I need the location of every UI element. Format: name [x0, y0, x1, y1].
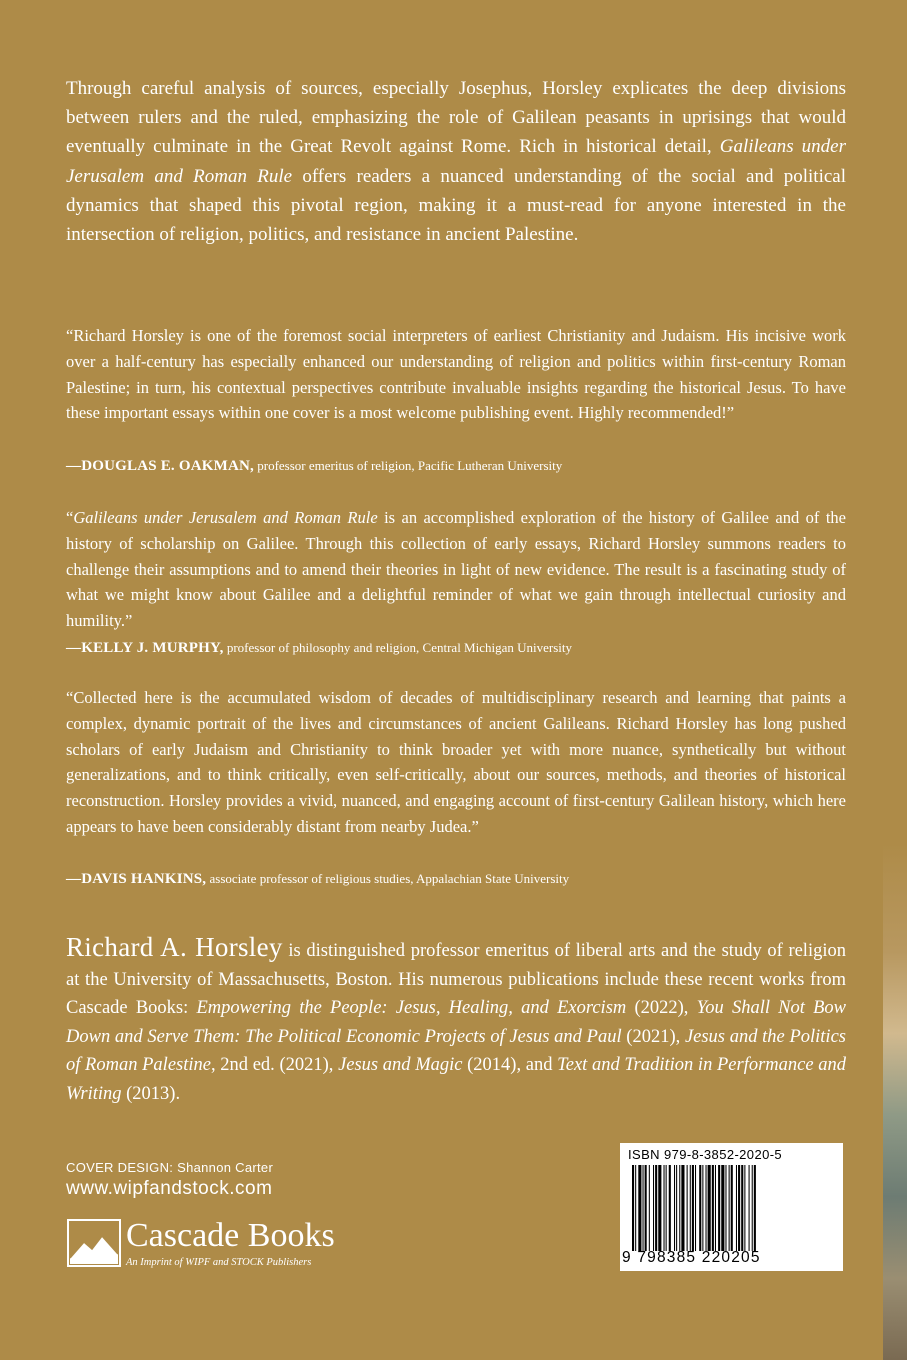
- endorser-role: professor emeritus of religion, Pacific Lutheran University: [253, 458, 563, 473]
- barcode-bar: [754, 1165, 756, 1251]
- barcode-bar: [632, 1165, 634, 1251]
- barcode-bar: [664, 1165, 665, 1251]
- endorser-role: associate professor of religious studies, Appalachian State University: [206, 871, 570, 886]
- barcode-bar: [674, 1165, 675, 1251]
- barcode-bar: [645, 1165, 647, 1251]
- endorsement-text: is an accomplished exploration of the history of Galilee and of the history of scholarship on Galilee. Through this collection of early essays, Richard Horsley summons readers to challenge their assumptions and to amend their theories in light of new evidence. The result is a fascinating study of what we might know about Galilee and a delightful reminder of what we gain through intellectual curiosity and humility.”: [66, 508, 846, 631]
- bio-book-title: Jesus and the Politics of Roman Palestine: [66, 1026, 846, 1076]
- blurb-text-2: offers readers a nuanced understanding of the social and political dynamics that shaped this pivotal region, making it a must-read for anyone interested in the intersection of religion, politics, and resistance in ancient Palestine.: [66, 165, 846, 246]
- bio-text: (2014), and: [462, 1055, 558, 1076]
- bio-text: is distinguished professor emeritus of liberal arts and the study of religion at the University of Massachusetts, Boston. His numerous publications include these recent works from Cascade Books:: [66, 941, 846, 1019]
- barcode-bar: [655, 1165, 657, 1251]
- barcode-bar: [736, 1165, 737, 1251]
- barcode-bar: [731, 1165, 733, 1251]
- endorser-name: —DAVIS HANKINS,: [66, 871, 207, 887]
- barcode-bar: [643, 1165, 644, 1251]
- barcode-bar: [649, 1165, 650, 1251]
- endorser-name: —KELLY J. MURPHY,: [66, 640, 224, 656]
- bio-book-title: Text and Tradition in Performance and Writing: [66, 1055, 846, 1104]
- open-quote: “: [66, 508, 74, 527]
- author-bio: [66, 933, 846, 1109]
- barcode-digits: 9 798385 220205: [622, 1249, 761, 1266]
- bio-text: (2013).: [121, 1083, 181, 1104]
- description-blurb: [66, 74, 846, 249]
- publisher-website[interactable]: www.wipfandstock.com: [66, 1178, 273, 1199]
- endorsement-hankins: [66, 685, 846, 840]
- barcode-bar: [738, 1165, 740, 1251]
- endorsement-text: “Collected here is the accumulated wisdom of decades of multidisciplinary research and learning that paints a complex, dynamic portrait of the lives and circumstances of ancient Galileans. Richard Horsley has long pushed scholars of early Judaism and Christianity to think broader yet with more nuance, synthetically but without generalizations, and to think critically, even self-critically, about our sources, methods, and theories of historical reconstruction. Horsley provides a vivid, nuanced, and engaging account of first-century Galilean history, which here appears to have been considerably distant from nearby Judea.”: [66, 688, 846, 836]
- barcode-bar: [706, 1165, 707, 1251]
- barcode-bar: [741, 1165, 743, 1251]
- bio-text: (2022),: [626, 998, 697, 1019]
- endorsement-attribution-murphy: [66, 640, 572, 657]
- bio-text: , 2nd ed. (2021),: [210, 1055, 339, 1076]
- barcode-bar: [692, 1165, 694, 1251]
- author-name: Richard A. Horsley: [66, 932, 283, 962]
- barcode-bar: [687, 1165, 688, 1251]
- barcode-bar: [702, 1165, 703, 1251]
- cover-design-credit: COVER DESIGN: Shannon Carter: [66, 1160, 274, 1175]
- endorsement-text: “Richard Horsley is one of the foremost social interpreters of earliest Christianity and Judaism. His incisive work over a half-century has especially enhanced our understanding of religion and politics within first-century Roman Palestine; in turn, his contextual perspectives contribute invaluable insights regarding the historical Jesus. To have these important essays within one cover is a most welcome publishing event. Highly recommended!”: [66, 326, 846, 423]
- blurb-text-1: Through careful analysis of sources, especially Josephus, Horsley explicates the deep divisions between rulers and the ruled, emphasizing the role of Galilean peasants in uprisings that would eventually culminate in the Great Revolt against Rome. Rich in historical detail,: [66, 78, 846, 158]
- barcode-bar: [708, 1165, 711, 1251]
- cover-photo-edge: [883, 0, 907, 1360]
- barcode-bar: [718, 1165, 720, 1251]
- barcode-bar: [721, 1165, 724, 1251]
- bio-text: (2021),: [621, 1026, 685, 1047]
- publisher-tagline: An Imprint of WIPF and STOCK Publishers: [126, 1257, 312, 1268]
- endorsement-book-title: Galileans under Jerusalem and Roman Rule: [73, 508, 378, 527]
- barcode-bar: [744, 1165, 745, 1251]
- barcode-bar: [712, 1165, 714, 1251]
- endorsement-attribution-hankins: [66, 871, 569, 888]
- endorser-name: —DOUGLAS E. OAKMAN,: [66, 458, 254, 474]
- barcode-bar: [690, 1165, 691, 1251]
- barcode-bar: [695, 1165, 696, 1251]
- barcode-bar: [679, 1165, 680, 1251]
- barcode-bar: [681, 1165, 684, 1251]
- endorser-role: professor of philosophy and religion, Central Michigan University: [223, 640, 573, 655]
- bio-book-title: Jesus and Magic: [338, 1055, 463, 1076]
- barcode-bar: [749, 1165, 750, 1251]
- barcode-bar: [669, 1165, 671, 1251]
- barcode-bar: [715, 1165, 716, 1251]
- barcode-bar: [666, 1165, 667, 1251]
- endorsement-murphy: [66, 505, 846, 634]
- barcode-bar: [658, 1165, 661, 1251]
- endorsement-oakman: [66, 323, 846, 426]
- endorsement-attribution-oakman: [66, 458, 562, 475]
- isbn-label: ISBN 979-8-3852-2020-5: [628, 1147, 783, 1162]
- cascade-mountain-logo-icon: [66, 1218, 122, 1268]
- barcode-bar: [653, 1165, 654, 1251]
- publisher-name: Cascade Books: [126, 1217, 335, 1254]
- barcode-bar: [725, 1165, 726, 1251]
- bio-book-title: You Shall Not Bow Down and Serve Them: The Political Economic Projects of Jesus and Paul: [66, 998, 847, 1047]
- barcode-bar: [752, 1165, 753, 1251]
- barcode-bar: [635, 1165, 636, 1251]
- barcode-bar: [729, 1165, 730, 1251]
- isbn-barcode: [620, 1143, 843, 1271]
- barcode-bar: [676, 1165, 677, 1251]
- barcode-bars: [632, 1165, 835, 1251]
- barcode-bar: [638, 1165, 641, 1251]
- blurb-book-title: Galileans under Jerusalem and Roman Rule: [66, 136, 846, 187]
- bio-book-title: Empowering the People: Jesus, Healing, and Exorcism: [196, 998, 627, 1019]
- barcode-bar: [699, 1165, 701, 1251]
